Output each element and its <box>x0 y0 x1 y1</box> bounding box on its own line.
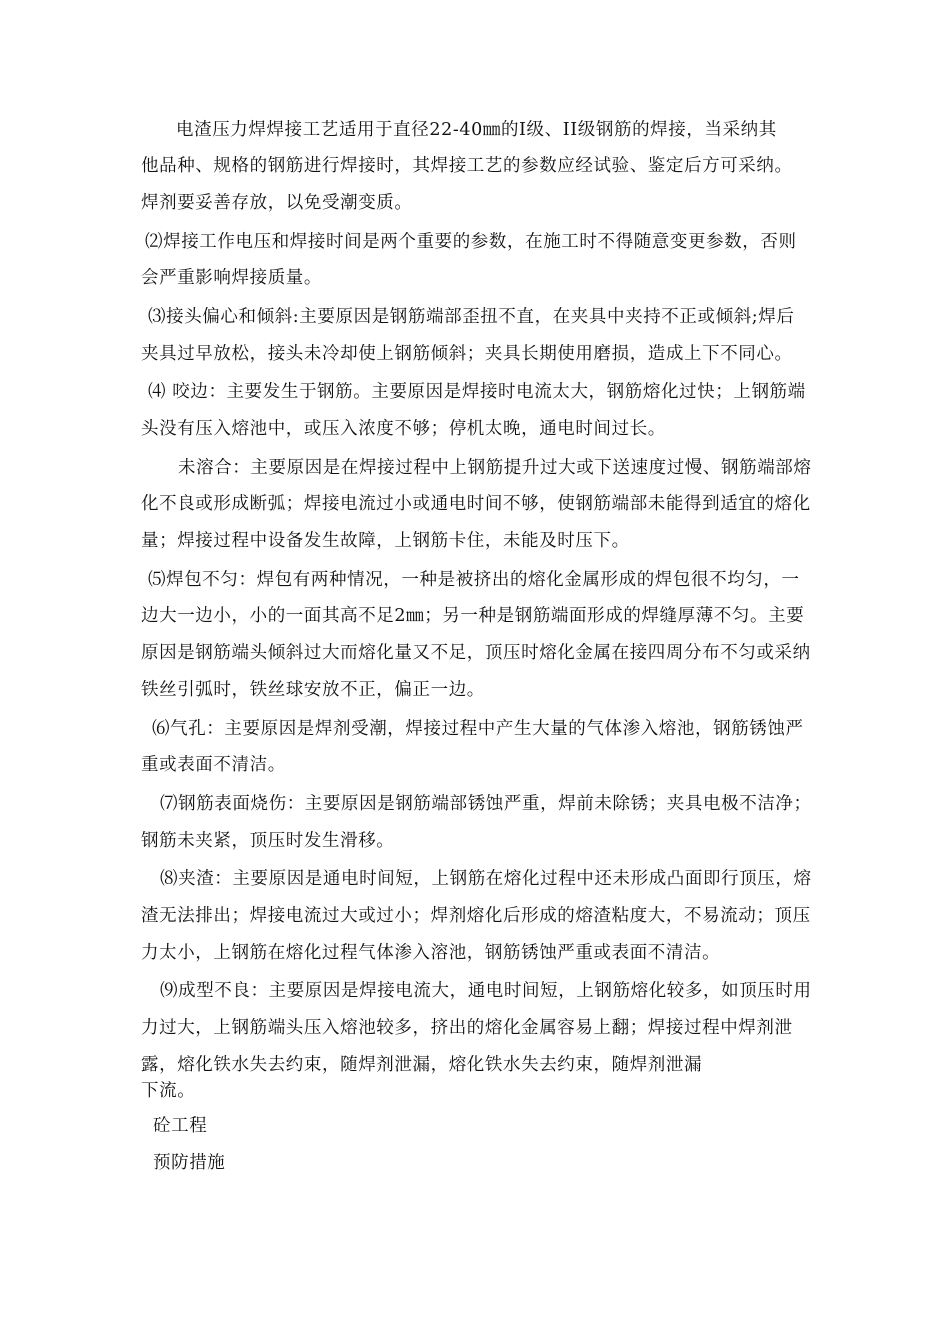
paragraph-7-line-2: 重或表面不清洁。 <box>141 755 286 775</box>
paragraph-3-line-1: ⑶接头偏心和倾斜:主要原因是钢筋端部歪扭不直，在夹具中夹持不正或倾斜;焊后 <box>148 307 795 327</box>
paragraph-10-line-3: 露，熔化铁水失去约束，随焊剂泄漏，熔化铁水失去约束，随焊剂泄漏 <box>141 1055 703 1075</box>
paragraph-10-line-2: 力过大，上钢筋端头压入熔池较多，挤出的熔化金属容易上翻；焊接过程中焊剂泄 <box>141 1018 793 1038</box>
heading-concrete: 砼工程 <box>153 1116 208 1136</box>
paragraph-3-line-2: 夹具过早放松，接头未冷却使上钢筋倾斜；夹具长期使用磨损，造成上下不同心。 <box>141 344 793 364</box>
paragraph-6-line-3: 原因是钢筋端头倾斜过大而熔化量又不足，顶压时熔化金属在接四周分布不匀或采纳 <box>141 643 811 663</box>
paragraph-8-line-1: ⑺钢筋表面烧伤：主要原因是钢筋端部锈蚀严重，焊前未除锈；夹具电极不洁净； <box>160 794 812 814</box>
paragraph-5-line-1: 未溶合：主要原因是在焊接过程中上钢筋提升过大或下送速度过慢、钢筋端部熔 <box>178 458 812 478</box>
heading-prevention: 预防措施 <box>153 1153 226 1173</box>
paragraph-9-line-3: 力太小，上钢筋在熔化过程气体渗入溶池，钢筋锈蚀严重或表面不清洁。 <box>141 943 721 963</box>
paragraph-5-line-2: 化不良或形成断弧；焊接电流过小或通电时间不够，使钢筋端部未能得到适宜的熔化 <box>141 494 811 514</box>
paragraph-1-line-3: 焊剂要妥善存放，以免受潮变质。 <box>141 193 413 213</box>
paragraph-10-line-1: ⑼成型不良：主要原因是焊接电流大，通电时间短，上钢筋熔化较多，如顶压时用 <box>160 981 812 1001</box>
paragraph-2-line-2: 会严重影响焊接质量。 <box>141 268 322 288</box>
paragraph-9-line-2: 渣无法排出；焊接电流过大或过小；焊剂熔化后形成的熔渣粘度大，不易流动；顶压 <box>141 906 811 926</box>
paragraph-1-line-1: 电渣压力焊焊接工艺适用于直径22-40㎜的Ⅰ级、II级钢筋的焊接，当采纳其 <box>176 120 777 140</box>
paragraph-9-line-1: ⑻夹渣：主要原因是通电时间短，上钢筋在熔化过程中还未形成凸面即行顶压，熔 <box>160 869 812 889</box>
paragraph-5-line-3: 量；焊接过程中设备发生故障，上钢筋卡住，未能及时压下。 <box>141 531 630 551</box>
paragraph-6-line-2: 边大一边小，小的一面其高不足2㎜；另一种是钢筋端面形成的焊缝厚薄不匀。主要 <box>141 606 805 626</box>
paragraph-7-line-1: ⑹气孔：主要原因是焊剂受潮，焊接过程中产生大量的气体渗入熔池，钢筋锈蚀严 <box>152 719 804 739</box>
paragraph-1-line-2: 他品种、规格的钢筋进行焊接时，其焊接工艺的参数应经试验、鉴定后方可采纳。 <box>141 156 793 176</box>
paragraph-8-line-2: 钢筋未夹紧，顶压时发生滑移。 <box>141 831 395 851</box>
paragraph-4-line-1: ⑷ 咬边：主要发生于钢筋。主要原因是焊接时电流太大，钢筋熔化过快；上钢筋端 <box>148 382 806 402</box>
paragraph-2-line-1: ⑵焊接工作电压和焊接时间是两个重要的参数，在施工时不得随意变更参数，否则 <box>145 232 797 252</box>
paragraph-4-line-2: 头没有压入熔池中，或压入浓度不够；停机太晚，通电时间过长。 <box>141 419 666 439</box>
paragraph-10-line-4: 下流。 <box>141 1081 196 1101</box>
paragraph-6-line-1: ⑸焊包不匀：焊包有两种情况，一种是被挤出的熔化金属形成的焊包很不均匀，一 <box>148 570 800 590</box>
paragraph-6-line-4: 铁丝引弧时，铁丝球安放不正，偏正一边。 <box>141 680 485 700</box>
